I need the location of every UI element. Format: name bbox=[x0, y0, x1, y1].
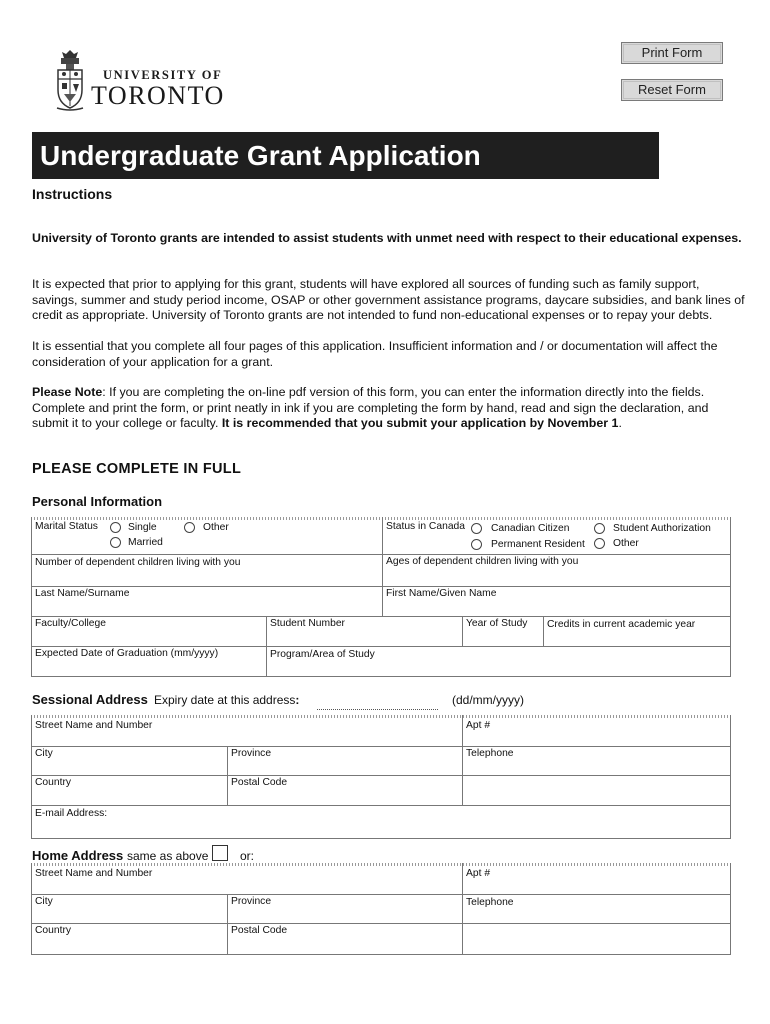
status-in-canada-label: Status in Canada bbox=[386, 521, 465, 532]
logo-university-of: UNIVERSITY OF bbox=[103, 68, 223, 82]
table-top-border bbox=[31, 863, 731, 866]
expiry-label bbox=[154, 693, 299, 707]
sessional-address-heading: Sessional Address bbox=[32, 692, 148, 707]
col-divider bbox=[227, 894, 228, 955]
home-postal-field[interactable]: Postal Code bbox=[231, 925, 288, 936]
instructions-paragraph-4 bbox=[32, 385, 747, 432]
first-name-field[interactable]: First Name/Given Name bbox=[386, 588, 497, 599]
instructions-heading: Instructions bbox=[32, 186, 113, 202]
row-divider bbox=[31, 838, 731, 839]
marital-other-label: Other bbox=[203, 522, 229, 533]
period: . bbox=[618, 416, 622, 430]
graduation-date-field[interactable]: Expected Date of Graduation (mm/yyyy) bbox=[35, 648, 219, 659]
col-divider bbox=[462, 616, 463, 646]
deadline-note: It is recommended that you submit your application by November 1 bbox=[221, 416, 619, 430]
table-border-left bbox=[31, 863, 32, 955]
same-as-above-label: same as above bbox=[127, 849, 209, 863]
table-border-left bbox=[31, 517, 32, 677]
single-label: Single bbox=[128, 522, 157, 533]
table-border-right bbox=[730, 863, 731, 955]
col-divider bbox=[266, 616, 267, 676]
expiry-colon: : bbox=[295, 693, 300, 707]
date-format-hint: (dd/mm/yyyy) bbox=[452, 693, 524, 707]
row-divider bbox=[31, 646, 731, 647]
ages-children-field[interactable]: Ages of dependent children living with you bbox=[386, 556, 579, 567]
print-form-button[interactable]: Print Form bbox=[621, 42, 723, 64]
expiry-date-input[interactable] bbox=[317, 709, 438, 710]
num-children-field[interactable]: Number of dependent children living with you bbox=[35, 557, 241, 568]
please-note-text: : If you are completing the on-line pdf version of this form, you can enter the information directly into the fields. Complete and print the form, or print neatly in ink if you are completing the form by hand, read and sign the declaration, and submit it to your college or faculty. bbox=[32, 385, 709, 430]
sessional-address-table bbox=[31, 715, 731, 839]
canadian-citizen-label: Canadian Citizen bbox=[491, 523, 570, 534]
col-divider bbox=[227, 746, 228, 805]
logo-toronto: TORONTO bbox=[91, 81, 225, 110]
radio-canadian-citizen[interactable] bbox=[471, 523, 482, 534]
status-other-label: Other bbox=[613, 538, 639, 549]
radio-permanent-resident[interactable] bbox=[471, 539, 482, 550]
row-divider bbox=[31, 616, 731, 617]
table-border-right bbox=[730, 715, 731, 839]
student-number-field[interactable]: Student Number bbox=[270, 618, 345, 629]
expiry-text: Expiry date at this address bbox=[154, 693, 296, 707]
table-border-left bbox=[31, 715, 32, 839]
page-title: Undergraduate Grant Application bbox=[32, 132, 659, 179]
sessional-city-field[interactable]: City bbox=[35, 748, 53, 759]
row-divider bbox=[31, 586, 731, 587]
instructions-paragraph-2: It is expected that prior to applying for this grant, students will have explored all sources of funding such as family support, savings, summer and study period income, OSAP or other government assistance programs, daycare subsidies, and bank lines of credit as appropriate. University of Toronto grants are not intended to fund non-educational expenses or to repay your debts. bbox=[32, 277, 745, 322]
marital-status-label: Marital Status bbox=[35, 521, 98, 532]
home-street-field[interactable]: Street Name and Number bbox=[35, 868, 153, 879]
col-divider bbox=[543, 616, 544, 646]
same-as-above-checkbox[interactable] bbox=[212, 845, 228, 861]
row-divider bbox=[31, 894, 731, 895]
col-divider bbox=[462, 863, 463, 955]
crest-icon bbox=[55, 48, 85, 112]
home-address-table bbox=[31, 863, 731, 955]
home-city-field[interactable]: City bbox=[35, 896, 53, 907]
radio-married[interactable] bbox=[110, 537, 121, 548]
or-label: or: bbox=[240, 849, 255, 863]
credits-field[interactable]: Credits in current academic year bbox=[547, 619, 696, 630]
permanent-resident-label: Permanent Resident bbox=[491, 539, 585, 550]
radio-single[interactable] bbox=[110, 522, 121, 533]
university-logo bbox=[55, 48, 235, 112]
radio-status-other[interactable] bbox=[594, 538, 605, 549]
row-divider bbox=[31, 775, 731, 776]
personal-info-table bbox=[31, 517, 731, 677]
radio-student-authorization[interactable] bbox=[594, 523, 605, 534]
complete-in-full-heading: PLEASE COMPLETE IN FULL bbox=[32, 461, 242, 477]
sessional-apt-field[interactable]: Apt # bbox=[466, 720, 491, 731]
reset-form-button[interactable]: Reset Form bbox=[621, 79, 723, 101]
row-divider bbox=[31, 805, 731, 806]
row-divider bbox=[31, 676, 731, 677]
home-country-field[interactable]: Country bbox=[35, 925, 72, 936]
home-province-field[interactable]: Province bbox=[231, 896, 272, 907]
col-divider bbox=[462, 715, 463, 805]
student-authorization-label: Student Authorization bbox=[613, 523, 711, 534]
faculty-college-field[interactable]: Faculty/College bbox=[35, 618, 106, 629]
please-note-label: Please Note bbox=[32, 385, 103, 399]
row-divider bbox=[31, 954, 731, 955]
home-telephone-field[interactable]: Telephone bbox=[466, 897, 514, 908]
personal-information-heading: Personal Information bbox=[32, 494, 163, 509]
table-top-border bbox=[31, 715, 731, 718]
instructions-paragraph-3: It is essential that you complete all four pages of this application. Insufficient information and / or documentation will affect the consideration of your application for a grant. bbox=[32, 339, 718, 369]
row-divider bbox=[31, 554, 731, 555]
sessional-email-field[interactable]: E-mail Address: bbox=[35, 808, 108, 819]
home-address-heading: Home Address bbox=[32, 848, 124, 863]
table-top-border bbox=[31, 517, 731, 520]
table-border-right bbox=[730, 517, 731, 677]
sessional-province-field[interactable]: Province bbox=[231, 748, 272, 759]
sessional-telephone-field[interactable]: Telephone bbox=[466, 748, 514, 759]
row-divider bbox=[31, 923, 731, 924]
sessional-country-field[interactable]: Country bbox=[35, 777, 72, 788]
married-label: Married bbox=[128, 537, 163, 548]
home-apt-field[interactable]: Apt # bbox=[466, 868, 491, 879]
last-name-field[interactable]: Last Name/Surname bbox=[35, 588, 130, 599]
radio-marital-other[interactable] bbox=[184, 522, 195, 533]
instructions-paragraph-1: University of Toronto grants are intended to assist students with unmet need with respect to their educational expenses. bbox=[32, 231, 742, 245]
col-divider bbox=[382, 517, 383, 616]
program-field[interactable]: Program/Area of Study bbox=[270, 649, 375, 660]
sessional-street-field[interactable]: Street Name and Number bbox=[35, 720, 153, 731]
year-of-study-field[interactable]: Year of Study bbox=[466, 618, 528, 629]
row-divider bbox=[31, 746, 731, 747]
sessional-postal-field[interactable]: Postal Code bbox=[231, 777, 288, 788]
